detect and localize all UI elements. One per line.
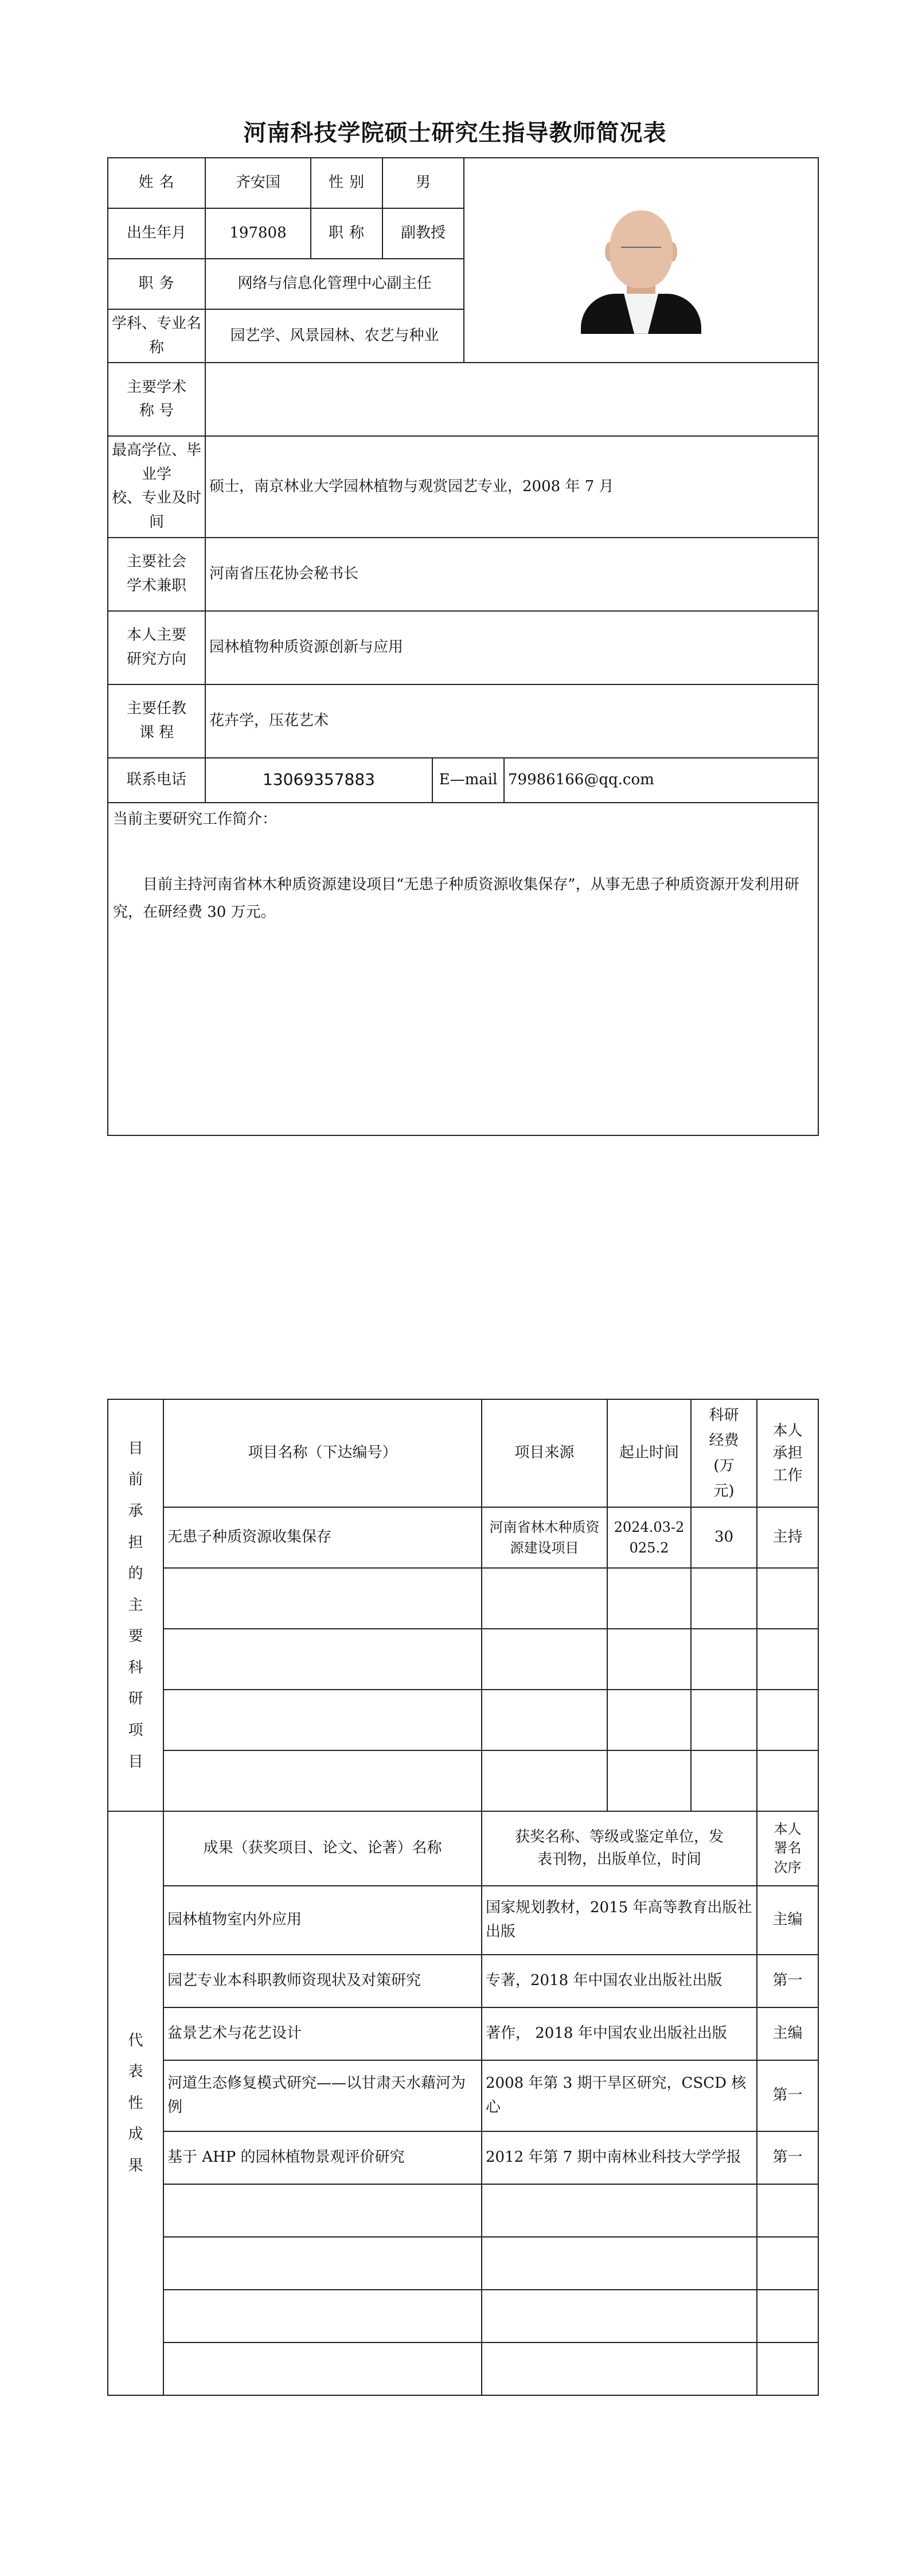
intro-text: 目前主持河南省林木种质资源建设项目“无患子种质资源收集保存”，从事无患子种质资源开发利用研究，在研经费 30 万元。 [113, 875, 799, 921]
achievement-rank [757, 2290, 818, 2342]
project-source [482, 1690, 607, 1750]
honor-label-line1: 主要学术 [126, 378, 186, 396]
achievement-name [163, 2237, 482, 2290]
project-name [163, 1690, 482, 1750]
research-label [108, 611, 205, 684]
achievement-name: 基于 AHP 的园林植物景观评价研究 [163, 2131, 482, 2184]
project-period [607, 1690, 691, 1750]
achievement-name: 园艺专业本科职教师资现状及对策研究 [163, 1955, 482, 2007]
achievement-detail: 专著，2018 年中国农业出版社出版 [482, 1955, 757, 2007]
gender-label: 性 别 [311, 158, 382, 208]
achievement-rank: 第一 [757, 2131, 818, 2184]
project-name [163, 1750, 482, 1811]
project-name: 无患子种质资源收集保存 [163, 1507, 482, 1568]
gender-value: 男 [382, 158, 464, 208]
project-role [757, 1629, 818, 1690]
achievement-detail [482, 2184, 757, 2237]
achievement-rank [757, 2342, 818, 2395]
project-funds [691, 1629, 757, 1690]
birth-value: 197808 [205, 208, 311, 259]
achievements-header-rank: 本人署名次序 [757, 1811, 818, 1886]
degree-label [108, 436, 205, 537]
project-source [482, 1568, 607, 1629]
course-label [108, 684, 205, 758]
projects-side-label: 目前承担的主要科研项目 [108, 1399, 163, 1811]
project-role [757, 1750, 818, 1811]
achievements-header-detail: 获奖名称、等级或鉴定单位，发表刊物，出版单位，时间 [482, 1811, 757, 1886]
projects-header-funds: 科研经费(万元) [691, 1399, 757, 1507]
achievement-name: 河道生态修复模式研究——以甘肃天水藉河为例 [163, 2060, 482, 2131]
page-title: 河南科技学院硕士研究生指导教师简况表 [243, 120, 667, 146]
project-period [607, 1629, 691, 1690]
projects-header-role: 本人承担工作 [757, 1399, 818, 1507]
email-label: E—mail [432, 758, 504, 803]
achievement-name: 盆景艺术与花艺设计 [163, 2007, 482, 2060]
achievement-name [163, 2290, 482, 2342]
email-value: 79986166@qq.com [504, 758, 818, 803]
projects-header-period: 起止时间 [607, 1399, 691, 1507]
achievement-rank: 第一 [757, 2060, 818, 2131]
research-label-line1: 本人主要 [126, 626, 186, 644]
phone-label: 联系电话 [108, 758, 205, 803]
project-role: 主持 [757, 1507, 818, 1568]
research-value: 园林植物种质资源创新与应用 [205, 611, 818, 684]
projects-header-source: 项目来源 [482, 1399, 607, 1507]
project-period [607, 1750, 691, 1811]
project-name [163, 1568, 482, 1629]
project-funds: 30 [691, 1507, 757, 1568]
project-source: 河南省林木种质资源建设项目 [482, 1507, 607, 1568]
projects-header-name: 项目名称（下达编号） [163, 1399, 482, 1507]
project-funds [691, 1568, 757, 1629]
profile-table [107, 157, 819, 1136]
project-role [757, 1568, 818, 1629]
achievement-rank [757, 2237, 818, 2290]
achievement-name [163, 2342, 482, 2395]
achievements-header-name: 成果（获奖项目、论文、论著）名称 [163, 1811, 482, 1886]
name-value: 齐安国 [205, 158, 311, 208]
social-value: 河南省压花协会秘书长 [205, 538, 818, 611]
achievement-detail: 2008 年第 3 期干旱区研究，CSCD 核心 [482, 2060, 757, 2131]
project-role [757, 1690, 818, 1750]
social-label [108, 538, 205, 611]
name-label: 姓 名 [108, 158, 205, 208]
achievement-detail: 著作， 2018 年中国农业出版社出版 [482, 2007, 757, 2060]
photo-cell [464, 158, 818, 363]
achievement-detail [482, 2342, 757, 2395]
achievements-table [107, 1811, 819, 2396]
honor-label-line2: 称 号 [139, 402, 174, 420]
intro-cell [108, 803, 818, 1135]
phone-value: 13069357883 [205, 758, 432, 803]
course-label-line2: 课 程 [139, 723, 174, 741]
title-label: 职 称 [311, 208, 382, 259]
project-period: 2024.03-2025.2 [607, 1507, 691, 1568]
title-value: 副教授 [382, 208, 464, 259]
achievement-name: 园林植物室内外应用 [163, 1886, 482, 1955]
degree-label-line1: 最高学位、毕业学 [112, 442, 202, 483]
achievement-rank: 第一 [757, 1955, 818, 2007]
achievement-rank [757, 2184, 818, 2237]
position-label: 职 务 [108, 259, 205, 309]
achievement-rank: 主编 [757, 2007, 818, 2060]
course-label-line1: 主要任教 [126, 699, 186, 717]
project-period [607, 1568, 691, 1629]
position-value: 网络与信息化管理中心副主任 [205, 259, 464, 309]
achievement-rank: 主编 [757, 1886, 818, 1955]
degree-value: 硕士，南京林业大学园林植物与观赏园艺专业，2008 年 7 月 [205, 436, 818, 537]
intro-label: 当前主要研究工作简介： [113, 810, 278, 828]
achievement-detail [482, 2237, 757, 2290]
project-source [482, 1629, 607, 1690]
birth-label: 出生年月 [108, 208, 205, 259]
achievement-detail: 2012 年第 7 期中南林业科技大学学报 [482, 2131, 757, 2184]
project-source [482, 1750, 607, 1811]
portrait-photo [581, 179, 701, 334]
social-label-line1: 主要社会 [126, 552, 186, 570]
discipline-value: 园艺学、风景园林、农艺与种业 [205, 309, 464, 363]
project-funds [691, 1690, 757, 1750]
achievements-side-label: 代表性成果 [108, 1811, 163, 2395]
honor-label [108, 363, 205, 436]
achievement-detail [482, 2290, 757, 2342]
discipline-label: 学科、专业名称 [108, 309, 205, 363]
degree-label-line2: 校、专业及时间 [112, 489, 202, 531]
projects-table [107, 1399, 819, 1812]
research-label-line2: 研究方向 [126, 650, 186, 668]
project-name [163, 1629, 482, 1690]
course-value: 花卉学，压花艺术 [205, 684, 818, 758]
achievement-name [163, 2184, 482, 2237]
social-label-line2: 学术兼职 [126, 577, 186, 594]
honor-value [205, 363, 818, 436]
achievement-detail: 国家规划教材，2015 年高等教育出版社出版 [482, 1886, 757, 1955]
project-funds [691, 1750, 757, 1811]
